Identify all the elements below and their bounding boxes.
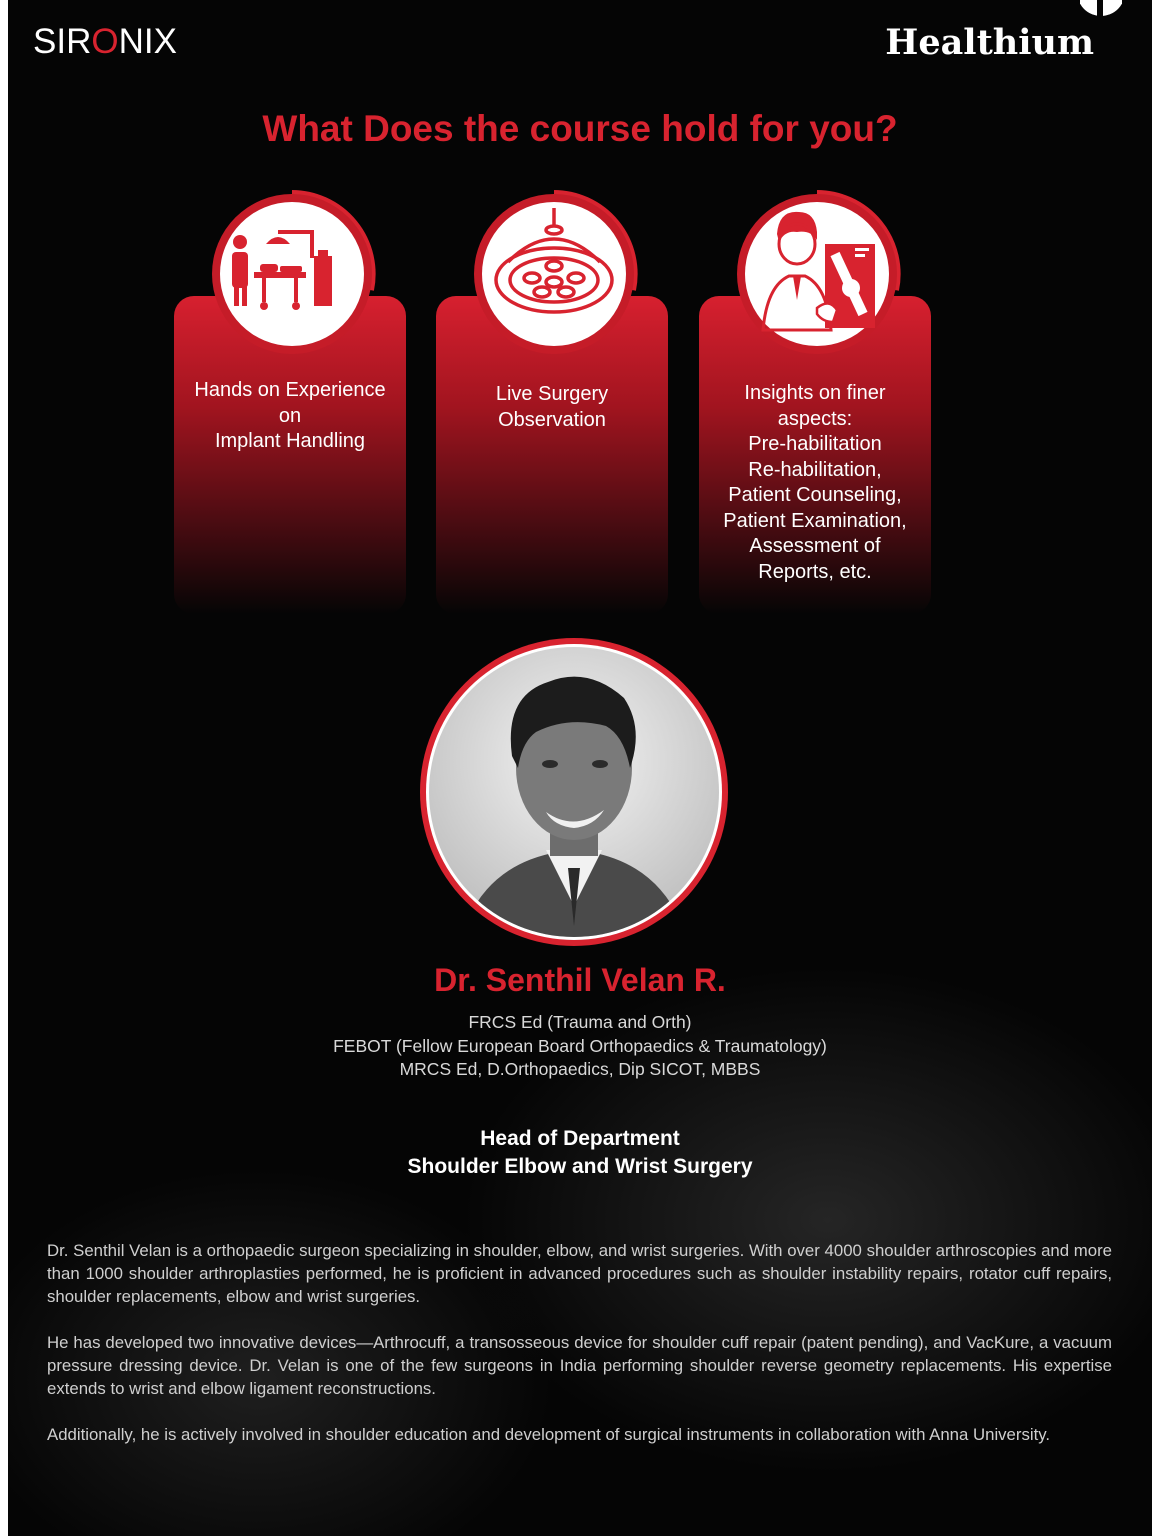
poster [8,0,1152,1536]
bio-paragraph: He has developed two innovative devices—Arthrocuff, a transosseous device for shoulder cuff repair (patent pending), and VacKure, a vacuum pressure dressing device. Dr. Velan is one of the few surgeons in India performing shoulder reverse geometry replacements. His expertise extends to wrist and elbow ligament reconstructions. [47,1333,1112,1398]
healthium-mark-icon [1080,0,1122,24]
bio-paragraph: Dr. Senthil Velan is a orthopaedic surgeon specializing in shoulder, elbow, and wrist surgeries. With over 4000 shoulder arthroscopies and more than 1000 shoulder arthroplasties performed, he is proficient in advanced procedures such as shoulder instability repairs, rotator cuff repairs, shoulder replacements, elbow and wrist surgeries. [47,1241,1112,1306]
doctor-xray-icon [733,190,901,358]
feature-text: Hands on Experience on Implant Handling [194,379,386,452]
feature-text: Live Surgery Observation [495,383,609,431]
bio-paragraph: Additionally, he is actively involved in shoulder education and development of surgical instruments in collaboration with Anna University. [47,1425,1051,1444]
surgeon-operating-table-icon [208,190,376,358]
doctor-name: Dr. Senthil Velan R. [434,962,726,998]
page-title: What Does the course hold for you? [262,108,898,149]
sironix-logo: SIRONIX [33,22,177,61]
doctor-portrait [418,636,730,948]
healthium-logo: Healthium [885,22,1094,63]
doctor-qualifications: FRCS Ed (Trauma and Orth) FEBOT (Fellow European Board Orthopaedics & Traumatology) MRCS Ed, D.Orthopaedics, Dip SICOT, MBBS [333,1012,827,1079]
doctor-role: Head of Department Shoulder Elbow and Wrist Surgery [407,1127,753,1178]
feature-text: Insights on finer aspects: Pre-habilitation Re-habilitation, Patient Counseling, Patient Examination, Assessment of Reports, etc. [723,382,907,583]
surgical-lamp-icon [470,190,638,358]
